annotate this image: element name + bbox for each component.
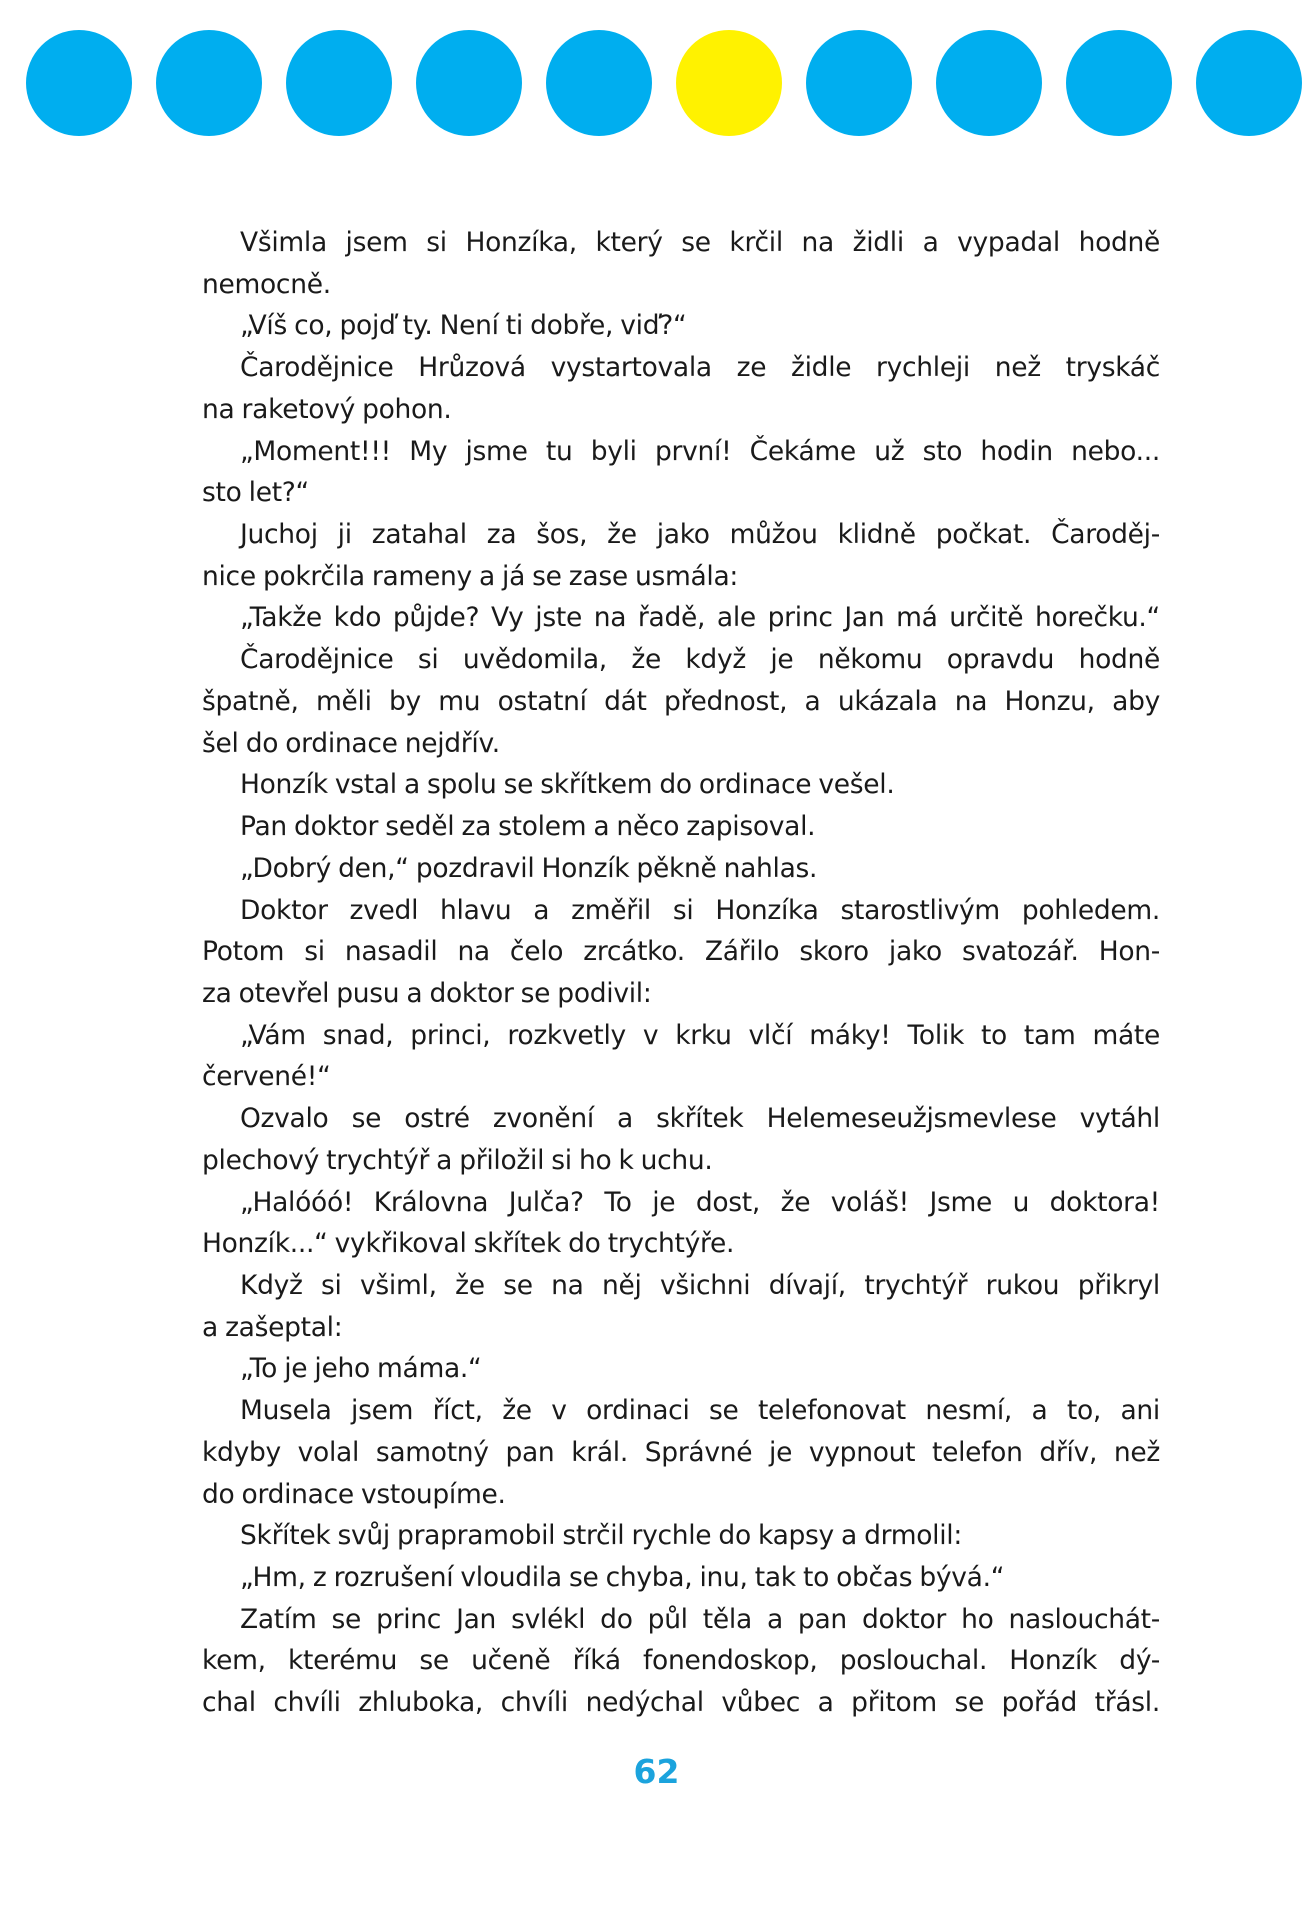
text-line: „Moment!!! My jsme tu byli první! Čekáme už sto hodin nebo... — [240, 435, 1160, 467]
body-text — [202, 222, 1160, 1724]
text-line: „Víš co, pojď ty. Není ti dobře, viď?“ — [240, 310, 687, 342]
progress-dot — [1066, 30, 1172, 136]
text-line: Musela jsem říct, že v ordinaci se telefonovat nesmí, a to, ani — [240, 1395, 1160, 1427]
text-line: Všimla jsem si Honzíka, který se krčil na židli a vypadal hodně — [240, 227, 1160, 258]
text-line: „Dobrý den,“ pozdravil Honzík pěkně nahlas. — [240, 852, 818, 884]
text-line: kem, kterému se učeně říká fonendoskop, poslouchal. Honzík dý- — [202, 1645, 1160, 1677]
progress-dot — [546, 30, 652, 136]
text-line: a zašeptal: — [202, 1311, 343, 1343]
text-line: Skřítek svůj prapramobil strčil rychle do kapsy a drmolil: — [240, 1520, 962, 1552]
text-line: nice pokrčila rameny a já se zase usmála: — [202, 560, 739, 592]
text-line: nemocně. — [202, 268, 331, 300]
text-line: sto let?“ — [202, 477, 309, 509]
text-line: za otevřel pusu a doktor se podivil: — [202, 977, 652, 1009]
text-line: „Vám snad, princi, rozkvetly v krku vlčí máky! Tolik to tam máte — [240, 1019, 1160, 1051]
chapter-progress-dots — [0, 30, 1313, 136]
text-line: Když si všiml, že se na něj všichni dívají, trychtýř rukou přikryl — [240, 1269, 1160, 1301]
text-line: Zatím se princ Jan svlékl do půl těla a pan doktor ho naslouchát- — [240, 1603, 1160, 1635]
text-line: špatně, měli by mu ostatní dát přednost, a ukázala na Honzu, aby — [202, 685, 1160, 717]
text-line: Honzík vstal a spolu se skřítkem do ordinace vešel. — [240, 769, 895, 801]
progress-dot — [806, 30, 912, 136]
progress-dot-current — [676, 30, 782, 136]
progress-dot — [936, 30, 1042, 136]
progress-dot — [156, 30, 262, 136]
text-line: Čarodějnice si uvědomila, že když je někomu opravdu hodně — [240, 644, 1160, 676]
text-line: chal chvíli zhluboka, chvíli nedýchal vůbec a přitom se pořád třásl. — [202, 1687, 1160, 1719]
progress-dot — [26, 30, 132, 136]
text-line: Potom si nasadil na čelo zrcátko. Zářilo skoro jako svatozář. Hon- — [202, 936, 1160, 968]
text-line: „Halóóó! Královna Julča? To je dost, že voláš! Jsme u doktora! — [240, 1186, 1160, 1218]
text-line: Honzík...“ vykřikoval skřítek do trychtýře. — [202, 1228, 735, 1260]
text-line: „To je jeho máma.“ — [240, 1353, 482, 1385]
text-line: „Takže kdo půjde? Vy jste na řadě, ale princ Jan má určitě horečku.“ — [240, 602, 1160, 634]
text-line: šel do ordinace nejdřív. — [202, 727, 500, 759]
progress-dot — [1196, 30, 1302, 136]
text-line: Čarodějnice Hrůzová vystartovala ze židle rychleji než tryskáč — [240, 352, 1160, 384]
progress-dot — [416, 30, 522, 136]
text-line: do ordinace vstoupíme. — [202, 1478, 506, 1510]
text-line: Ozvalo se ostré zvonění a skřítek Helemeseužjsmevlese vytáhl — [240, 1103, 1160, 1135]
text-line: Juchoj ji zatahal za šos, že jako můžou klidně počkat. Čaroděj- — [240, 519, 1160, 551]
text-line: Doktor zvedl hlavu a změřil si Honzíka starostlivým pohledem. — [240, 894, 1160, 926]
progress-dot — [286, 30, 392, 136]
text-line: plechový trychtýř a přiložil si ho k uchu. — [202, 1144, 713, 1176]
text-line: červené!“ — [202, 1061, 331, 1093]
page-number: 62 — [633, 1752, 680, 1791]
text-line: Pan doktor seděl za stolem a něco zapisoval. — [240, 811, 816, 843]
text-line: na raketový pohon. — [202, 393, 452, 425]
text-line: „Hm, z rozrušení vloudila se chyba, inu, tak to občas bývá.“ — [240, 1562, 1005, 1593]
text-line: kdyby volal samotný pan král. Správné je vypnout telefon dřív, než — [202, 1436, 1160, 1468]
